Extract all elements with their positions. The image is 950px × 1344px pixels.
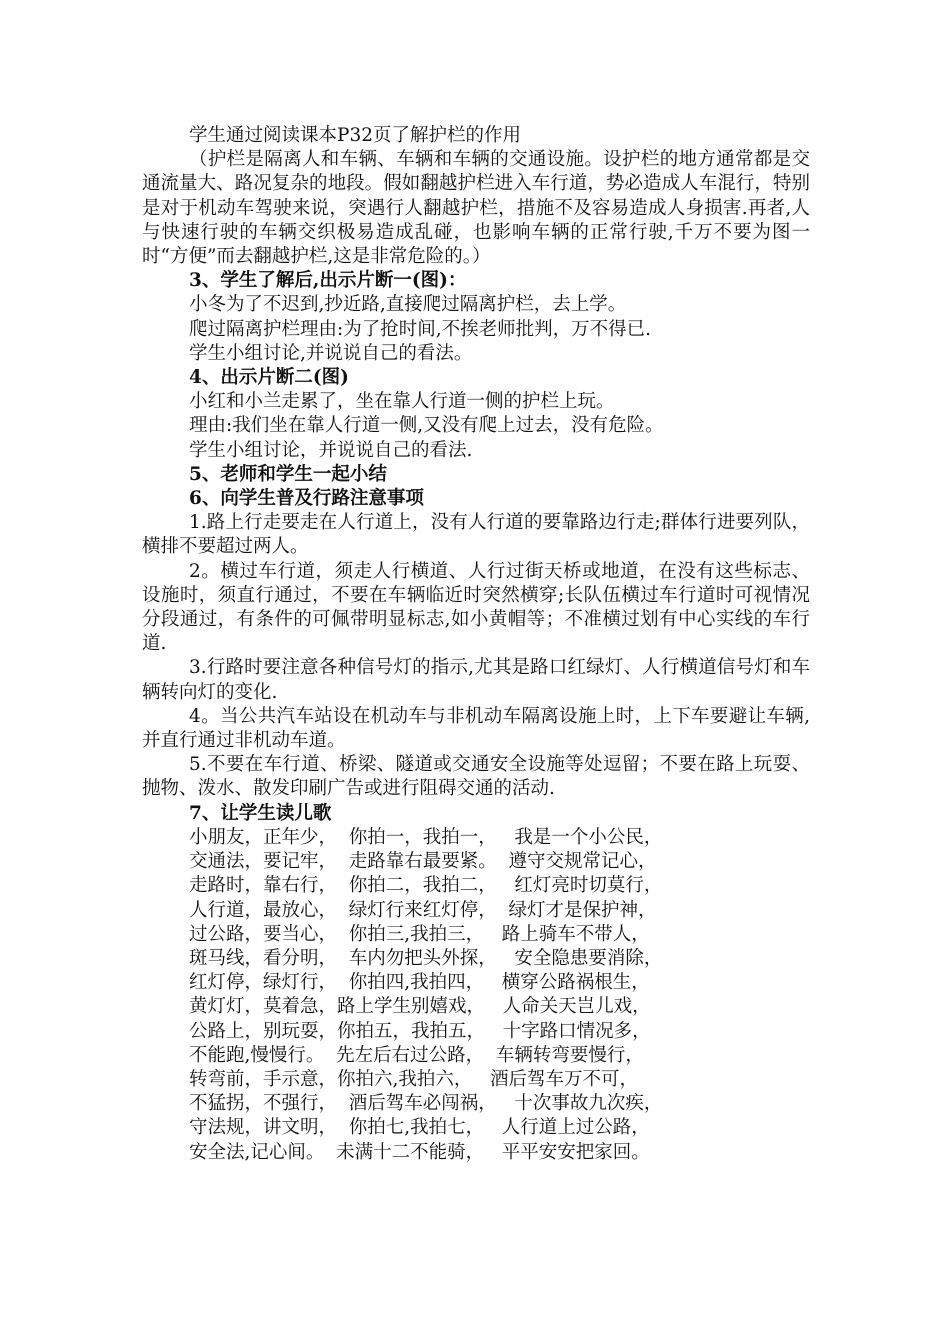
guardrail-explanation: （护栏是隔离人和车辆、车辆和车辆的交通设施。设护栏的地方通常都是交通流量大、路况复杂的地段。假如翻越护栏进入车行道，势必造成人车混行，特别是对于机动车驾驶来说，突遇行人翻越护栏，措施不及容易造成人身损害.再者,人与快速行驶的车辆交织极易造成乱碰，也影响车辆的正常行驶,千万不要为图一时“方便”而去翻越护栏,这是非常危险的。） xyxy=(142,149,810,268)
poem-line: 不猛拐，不强行， 酒后驾车必闯祸， 十次事故九次疾， xyxy=(189,1093,663,1115)
poem-line: 不能跑,慢慢行。 先左后右过公路， 车辆转弯要慢行， xyxy=(189,1044,644,1066)
rule-item-2: 2。横过车行道，须走人行横道、人行过街天桥或地道，在没有这些标志、设施时，须直行通过，不要在车辆临近时突然横穿;长队伍横过车行道时可视情况分段通过，有条件的可佩带明显标志,如小黄帽等；不准横过划有中心实线的车行道. xyxy=(142,560,810,655)
poem-line: 交通法，要记牢， 走路靠右最要紧。 遵守交规常记心， xyxy=(189,851,657,873)
poem-line: 黄灯灯，莫着急，路上学生别嬉戏， 人命关天岂儿戏， xyxy=(189,996,651,1018)
text-line: 学生小组讨论，并说说自己的看法. xyxy=(189,439,473,461)
section-heading-6: 6、向学生普及行路注意事项 xyxy=(189,488,424,510)
rule-item-5: 5.不要在车行道、桥梁、隧道或交通安全设施等处逗留；不要在路上玩耍、抛物、泼水、散发印刷广告或进行阻碍交通的活动. xyxy=(142,754,810,800)
rule-item-3: 3.行路时要注意各种信号灯的指示,尤其是路口红绿灯、人行横道信号灯和车辆转向灯的变化. xyxy=(142,657,810,703)
poem-line: 走路时，靠右行， 你拍二，我拍二， 红灯亮时切莫行， xyxy=(189,875,663,897)
section-heading-4: 4、出示片断二(图) xyxy=(189,367,349,389)
poem-line: 过公路，要当心， 你拍三,我拍三， 路上骑车不带人， xyxy=(189,923,650,945)
poem-line: 守法规，讲文明， 你拍七,我拍七， 人行道上过公路， xyxy=(189,1117,650,1139)
section-heading-7: 7、让学生读儿歌 xyxy=(189,802,332,824)
nursery-rhyme xyxy=(142,826,810,1165)
document-body xyxy=(142,124,810,1165)
text-line: 小红和小兰走累了，坐在靠人行道一侧的护栏上玩。 xyxy=(189,391,615,413)
intro-line: 学生通过阅读课本P32页了解护栏的作用 xyxy=(189,125,521,146)
rule-item-1: 1.路上行走要走在人行道上，没有人行道的要靠路边行走;群体行进要列队，横排不要超过两人。 xyxy=(142,512,810,558)
poem-line: 斑马线，看分明， 车内勿把头外探， 安全隐患要消除， xyxy=(189,947,663,969)
section-heading-5: 5、老师和学生一起小结 xyxy=(189,463,387,485)
poem-line: 公路上，别玩耍，你拍五，我拍五， 十字路口情况多， xyxy=(189,1020,651,1042)
text-line: 小冬为了不迟到,抄近路,直接爬过隔离护栏，去上学。 xyxy=(189,294,627,316)
text-line: 学生小组讨论,并说说自己的看法。 xyxy=(189,342,473,364)
section-heading-3: 3、学生了解后,出示片断一(图)： xyxy=(189,270,467,292)
text-line: 理由:我们坐在靠人行道一侧,又没有爬上过去，没有危险。 xyxy=(189,415,664,437)
rule-item-4: 4。当公共汽车站设在机动车与非机动车隔离设施上时，上下车要避让车辆,并直行通过非机动车道。 xyxy=(142,705,810,752)
poem-line: 安全法,记心间。 未满十二不能骑， 平平安安把家回。 xyxy=(189,1141,650,1163)
poem-line: 人行道，最放心， 绿灯行来红灯停， 绿灯才是保护神， xyxy=(189,899,657,921)
poem-line: 红灯停，绿灯行， 你拍四,我拍四， 横穿公路祸根生， xyxy=(189,972,650,994)
text-line: 爬过隔离护栏理由:为了抢时间,不挨老师批判，万不得已. xyxy=(189,318,651,340)
poem-line: 转弯前，手示意，你拍六,我拍六， 酒后驾车万不可， xyxy=(189,1068,639,1090)
poem-line: 小朋友，正年少， 你拍一，我拍一， 我是一个小公民， xyxy=(189,826,663,848)
